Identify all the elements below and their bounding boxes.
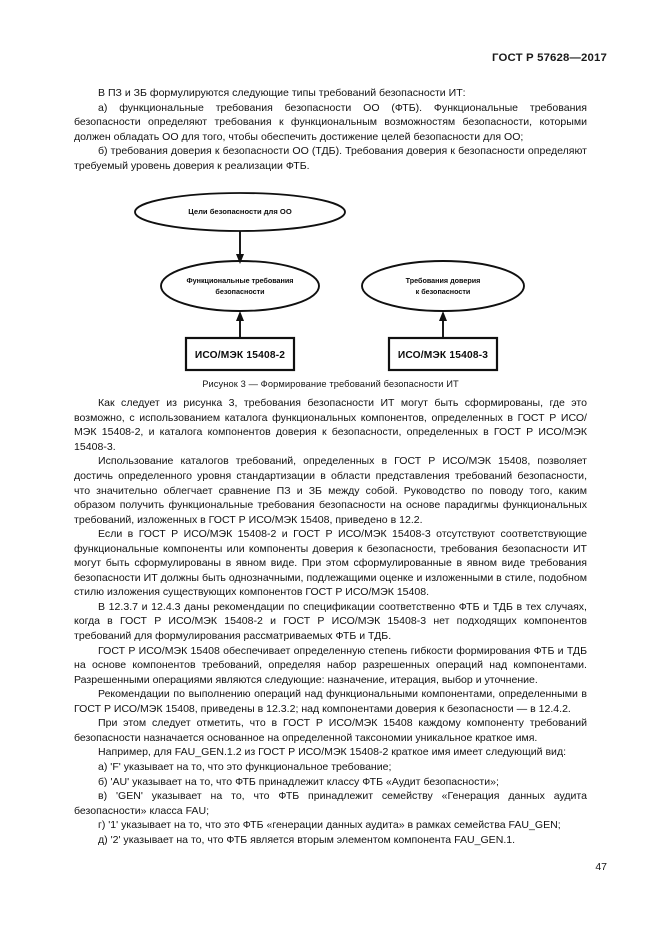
figure-3 bbox=[74, 188, 587, 396]
list-item-a: а) 'F' указывает на то, что это функциональное требование; bbox=[98, 760, 392, 773]
page-header-standard-number: ГОСТ Р 57628—2017 bbox=[492, 52, 607, 64]
list-item-g: г) '1' указывает на то, что это ФТБ «генерации данных аудита» в рамках семейства FAU_GEN; bbox=[98, 819, 561, 832]
paragraph-6: Рекомендации по выполнению операций над функциональными компонентами, определенными в ГОСТ Р ИСО/МЭК 15408, приведены в 12.3.2; над компонентами доверия к безопасности — в 12.4.2. bbox=[74, 688, 587, 715]
ellipse-functional-requirements-label-line2: безопасности bbox=[215, 287, 265, 297]
ellipse-assurance-requirements bbox=[362, 261, 524, 311]
paragraph-5: ГОСТ Р ИСО/МЭК 15408 обеспечивает определенную степень гибкости формирования ФТБ и ТДБ на основе компонентов требований, определяя набор разрешенных операций над компонентами. Разрешенными операциями являются следующие: назначение, итерация, выбор и уточнение. bbox=[74, 644, 587, 686]
figure-3-caption: Рисунок 3 — Формирование требований безопасности ИТ bbox=[202, 379, 459, 390]
ellipse-assurance-requirements-label-line1: Требования доверия bbox=[405, 276, 481, 286]
paragraph-1: Как следует из рисунка 3, требования безопасности ИТ могут быть сформированы, где это возможно, с использованием каталога функциональных компонентов, определенных в ГОСТ Р ИСО/МЭК 15408-2, и каталога компонентов доверия к безопасности, определенных в ГОСТ Р ИСО/МЭК 15408-3. bbox=[74, 397, 587, 453]
paragraph-intro-item-b: б) требования доверия к безопасности ОО (ТДБ). Требования доверия к безопасности определяют требуемый уровень доверия к реализации ФТБ. bbox=[74, 145, 587, 172]
paragraph-2: Использование каталогов требований, определенных в ГОСТ Р ИСО/МЭК 15408, позволяет достичь определенного уровня стандартизации в области представления требований безопасности, что значительно облегчает сравнение ПЗ и ЗБ между собой. Руководство по поводу того, каким образом получить функциональные требования безопасности на основе парадигмы функциональных требований, изложенных в ГОСТ Р ИСО/МЭК 15408, приведено в 12.2. bbox=[74, 455, 587, 526]
list-item-v: в) 'GEN' указывает на то, что ФТБ принадлежит семейству «Генерация данных аудита безопасности» класса FAU; bbox=[74, 790, 587, 817]
ellipse-assurance-requirements-label-line2: к безопасности bbox=[415, 287, 471, 297]
ellipse-functional-requirements bbox=[161, 261, 319, 311]
ellipse-security-goals-label: Цели безопасности для ОО bbox=[188, 207, 292, 217]
box-iso-15408-2-label: ИСО/МЭК 15408-2 bbox=[194, 350, 286, 362]
paragraph-3: Если в ГОСТ Р ИСО/МЭК 15408-2 и ГОСТ Р ИСО/МЭК 15408-3 отсутствуют соответствующие функциональные компоненты или компоненты доверия к безопасности, требования безопасности ИТ могут быть сформулированы в явном виде. При этом сформулированные в явном виде требования безопасности ИТ должны быть однозначными, подлежащими оценке и изложенными в стиле, подобном стилю изложения существующих компонентов ГОСТ Р ИСО/МЭК 15408. bbox=[74, 528, 587, 599]
paragraph-8: Например, для FAU_GEN.1.2 из ГОСТ Р ИСО/МЭК 15408-2 краткое имя имеет следующий вид: bbox=[98, 746, 567, 759]
figure-3-diagram bbox=[74, 188, 587, 378]
paragraph-intro-item-a: а) функциональные требования безопасности ОО (ФТБ). Функциональные требования безопасности определяют требования к функциональным возможностям безопасности, которыми должен обладать ОО для того, чтобы обеспечить достижение целей безопасности для ОО; bbox=[74, 101, 587, 143]
paragraph-4: В 12.3.7 и 12.4.3 даны рекомендации по спецификации соответственно ФТБ и ТДБ в тех случаях, когда в ГОСТ Р ИСО/МЭК 15408-2 и ГОСТ Р ИСО/МЭК 15408-3 нет подходящих компонентов требований для формулирования рассматриваемых ФТБ и ТДБ. bbox=[74, 600, 587, 643]
arrowhead-box2-to-functional bbox=[236, 311, 244, 321]
arrowhead-goals-to-functional bbox=[236, 254, 244, 264]
paragraph-7: При этом следует отметить, что в ГОСТ Р ИСО/МЭК 15408 каждому компоненту требований безопасности назначается основанное на определенной таксономии уникальное краткое имя. bbox=[74, 717, 587, 744]
arrowhead-box3-to-assurance bbox=[439, 311, 447, 321]
paragraph-intro-lead: В ПЗ и ЗБ формулируются следующие типы требований безопасности ИТ: bbox=[98, 87, 466, 99]
box-iso-15408-3-label: ИСО/МЭК 15408-3 bbox=[397, 350, 489, 362]
page-number: 47 bbox=[595, 861, 607, 873]
list-item-d: д) '2' указывает на то, что ФТБ является вторым элементом компонента FAU_GEN.1. bbox=[98, 833, 516, 846]
ellipse-functional-requirements-label-line1: Функциональные требования bbox=[186, 276, 294, 286]
list-item-b: б) 'AU' указывает на то, что ФТБ принадлежит классу ФТБ «Аудит безопасности»; bbox=[98, 775, 499, 788]
page-content bbox=[74, 86, 587, 847]
